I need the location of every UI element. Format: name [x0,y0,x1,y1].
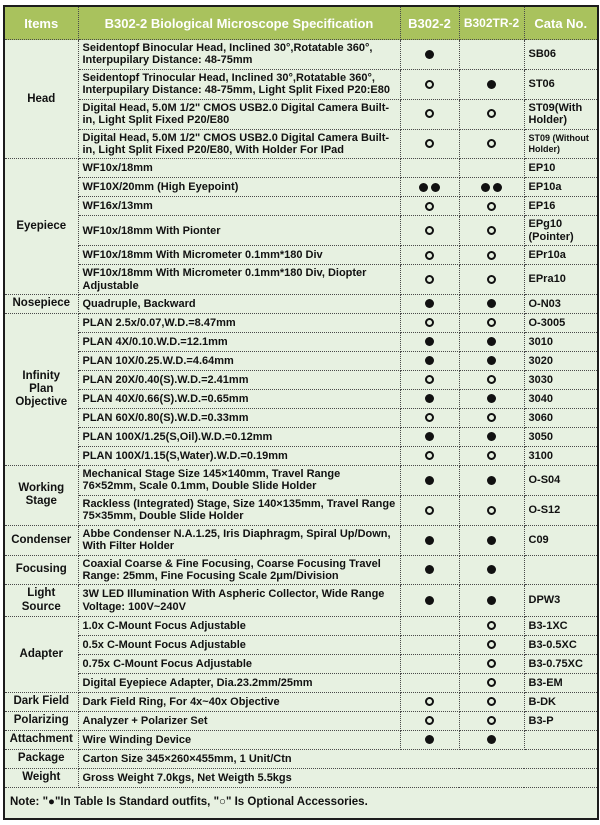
b302tr-availability-cell [459,265,524,295]
spec-row [4,40,598,70]
optional-dot-icon [425,202,434,211]
standard-dot-icon [493,183,502,192]
b302-availability-cell [400,197,459,216]
cata-no-cell: O-S12 [524,495,598,525]
standard-dot-icon [425,337,434,346]
cata-no-cell: 3100 [524,447,598,466]
spec-table-head [4,6,598,40]
spec-row [4,178,598,197]
spec-row [4,99,598,129]
optional-dot-icon [425,109,434,118]
cata-no-cell: 3020 [524,352,598,371]
spec-row [4,635,598,654]
group-label-weight: Weight [4,768,78,787]
spec-cell: PLAN 40X/0.66(S).W.D.=0.65mm [78,390,400,409]
group-label-polarizing: Polarizing [4,711,78,730]
b302tr-availability-cell [459,333,524,352]
standard-dot-icon [425,50,434,59]
header-row [4,6,598,40]
spec-cell: Gross Weight 7.0kgs, Net Weigth 5.5kgs [78,768,598,787]
standard-dot-icon [487,432,496,441]
cata-no-cell: 3050 [524,428,598,447]
cata-no-cell: 3010 [524,333,598,352]
b302tr-availability-cell [459,371,524,390]
b302tr-availability-cell [459,673,524,692]
b302tr-availability-cell [459,40,524,70]
optional-dot-icon [487,318,496,327]
cata-no-cell: B-DK [524,692,598,711]
spec-cell: 1.0x C-Mount Focus Adjustable [78,616,400,635]
spec-cell: 3W LED Illumination With Aspheric Collector, Wide Range Voltage: 100V~240V [78,585,400,616]
cata-no-cell [524,555,598,585]
b302tr-availability-cell [459,246,524,265]
spec-row [4,525,598,555]
b302-availability-cell [400,159,459,178]
cata-no-cell: 3040 [524,390,598,409]
b302-availability-cell [400,616,459,635]
b302-availability-cell [400,216,459,246]
spec-cell: PLAN 4X/0.10.W.D.=12.1mm [78,333,400,352]
spec-row [4,673,598,692]
spec-row [4,749,598,768]
spec-cell: Dark Field Ring, For 4x~40x Objective [78,692,400,711]
spec-cell: 0.75x C-Mount Focus Adjustable [78,654,400,673]
spec-cell: Quadruple, Backward [78,295,400,314]
optional-dot-icon [425,451,434,460]
standard-dot-icon [425,565,434,574]
optional-dot-icon [487,251,496,260]
spec-cell: PLAN 60X/0.80(S).W.D.=0.33mm [78,409,400,428]
optional-dot-icon [425,139,434,148]
cata-no-cell: O-3005 [524,314,598,333]
cata-no-cell: EPr10a [524,246,598,265]
b302tr-availability-cell [459,314,524,333]
spec-row [4,314,598,333]
b302tr-availability-cell [459,447,524,466]
b302tr-availability-cell [459,295,524,314]
optional-dot-icon [425,80,434,89]
optional-dot-icon [487,413,496,422]
cata-no-cell: EP16 [524,197,598,216]
b302-availability-cell [400,129,459,159]
optional-dot-icon [487,697,496,706]
b302-availability-cell [400,314,459,333]
b302-availability-cell [400,265,459,295]
group-label-attachment: Attachment [4,730,78,749]
standard-dot-icon [419,183,428,192]
legend-note: Note: "●"In Table Is Standard outfits, "○" Is Optional Accessories. [4,787,598,819]
spec-row [4,495,598,525]
cata-no-cell: 3060 [524,409,598,428]
b302-availability-cell [400,525,459,555]
b302-availability-cell [400,466,459,496]
group-label-package: Package [4,749,78,768]
spec-row [4,428,598,447]
b302tr-availability-cell [459,495,524,525]
spec-cell: Analyzer + Polarizer Set [78,711,400,730]
spec-row [4,616,598,635]
standard-dot-icon [487,299,496,308]
spec-cell: Digital Head, 5.0M 1/2" CMOS USB2.0 Digital Camera Built-in, Light Split Fixed P20/E80 [78,99,400,129]
spec-row [4,159,598,178]
spec-cell: Abbe Condenser N.A.1.25, Iris Diaphragm, Spiral Up/Down, With Filter Holder [78,525,400,555]
b302-availability-cell [400,333,459,352]
standard-dot-icon [425,476,434,485]
cata-no-cell: ST09(With Holder) [524,99,598,129]
cata-no-cell: DPW3 [524,585,598,616]
b302tr-availability-cell [459,692,524,711]
spec-cell: PLAN 20X/0.40(S).W.D.=2.41mm [78,371,400,390]
spec-row [4,197,598,216]
note-row [4,787,598,819]
spec-cell: Mechanical Stage Size 145×140mm, Travel Range 76×52mm, Scale 0.1mm, Double Slide Holder [78,466,400,496]
cata-no-cell: O-S04 [524,466,598,496]
optional-dot-icon [425,226,434,235]
standard-dot-icon [425,735,434,744]
optional-dot-icon [425,318,434,327]
spec-cell: Wire Winding Device [78,730,400,749]
spec-cell: PLAN 100X/1.25(S,Oil).W.D.=0.12mm [78,428,400,447]
b302tr-availability-cell [459,69,524,99]
b302-availability-cell [400,99,459,129]
b302tr-availability-cell [459,466,524,496]
group-label-infinity-plan-objective: Infinity Plan Objective [4,314,78,466]
b302tr-availability-cell [459,616,524,635]
cata-no-cell: B3-P [524,711,598,730]
cata-no-cell: EPg10 (Pointer) [524,216,598,246]
spec-cell: Rackless (Integrated) Stage, Size 140×135mm, Travel Range 75×35mm, Double Slide Holder [78,495,400,525]
spec-cell: PLAN 2.5x/0.07,W.D.=8.47mm [78,314,400,333]
optional-dot-icon [487,375,496,384]
standard-dot-icon [431,183,440,192]
cata-no-cell [524,730,598,749]
spec-row [4,692,598,711]
b302tr-availability-cell [459,99,524,129]
standard-dot-icon [481,183,490,192]
b302tr-availability-cell [459,635,524,654]
spec-cell: Digital Head, 5.0M 1/2" CMOS USB2.0 Digital Camera Built-in, Light Split Fixed P20/E80, With Holder For IPad [78,129,400,159]
b302-availability-cell [400,654,459,673]
cata-no-cell: ST09 (Without Holder) [524,129,598,159]
b302tr-availability-cell [459,352,524,371]
spec-table [3,5,599,820]
col-header-cata: Cata No. [524,6,598,40]
optional-dot-icon [487,678,496,687]
optional-dot-icon [425,375,434,384]
cata-no-cell: EP10a [524,178,598,197]
spec-cell: Carton Size 345×260×455mm, 1 Unit/Ctn [78,749,598,768]
optional-dot-icon [425,413,434,422]
standard-dot-icon [487,356,496,365]
optional-dot-icon [487,640,496,649]
group-label-light-source: Light Source [4,585,78,616]
b302-availability-cell [400,555,459,585]
group-label-dark-field: Dark Field [4,692,78,711]
optional-dot-icon [487,451,496,460]
standard-dot-icon [425,536,434,545]
b302tr-availability-cell [459,654,524,673]
b302tr-availability-cell [459,390,524,409]
standard-dot-icon [425,394,434,403]
cata-no-cell: B3-1XC [524,616,598,635]
optional-dot-icon [487,716,496,725]
col-header-spec-title: B302-2 Biological Microscope Specification [78,6,400,40]
optional-dot-icon [425,716,434,725]
standard-dot-icon [487,596,496,605]
spec-row [4,371,598,390]
b302-availability-cell [400,635,459,654]
spec-row [4,409,598,428]
spec-cell: Seidentopf Binocular Head, Inclined 30°,Rotatable 360°, Interpupilary Distance: 48-75mm [78,40,400,70]
spec-row [4,352,598,371]
standard-dot-icon [487,476,496,485]
spec-cell: PLAN 10X/0.25.W.D.=4.64mm [78,352,400,371]
b302-availability-cell [400,730,459,749]
b302tr-availability-cell [459,159,524,178]
cata-no-cell: ST06 [524,69,598,99]
b302-availability-cell [400,585,459,616]
b302-availability-cell [400,390,459,409]
b302-availability-cell [400,295,459,314]
standard-dot-icon [425,432,434,441]
spec-row [4,390,598,409]
group-label-nosepiece: Nosepiece [4,295,78,314]
spec-row [4,768,598,787]
col-header-b302: B302-2 [400,6,459,40]
b302-availability-cell [400,352,459,371]
group-label-working-stage: Working Stage [4,466,78,526]
b302tr-availability-cell [459,585,524,616]
optional-dot-icon [487,202,496,211]
optional-dot-icon [487,139,496,148]
group-label-eyepiece: Eyepiece [4,159,78,295]
b302-availability-cell [400,246,459,265]
b302tr-availability-cell [459,525,524,555]
b302-availability-cell [400,711,459,730]
standard-dot-icon [487,565,496,574]
cata-no-cell: B3-0.5XC [524,635,598,654]
standard-dot-icon [425,356,434,365]
spec-cell: WF16x/13mm [78,197,400,216]
cata-no-cell: 3030 [524,371,598,390]
spec-cell: Seidentopf Trinocular Head, Inclined 30°,Rotatable 360°, Interpupilary Distance: 48-75mm, Light Split Fixed P20:E80 [78,69,400,99]
b302-availability-cell [400,447,459,466]
cata-no-cell: B3-0.75XC [524,654,598,673]
standard-dot-icon [487,337,496,346]
optional-dot-icon [425,506,434,515]
standard-dot-icon [487,735,496,744]
optional-dot-icon [487,659,496,668]
standard-dot-icon [487,536,496,545]
spec-cell: WF10x/18mm With Micrometer 0.1mm*180 Div, Diopter Adjustable [78,265,400,295]
b302tr-availability-cell [459,730,524,749]
optional-dot-icon [425,251,434,260]
optional-dot-icon [487,275,496,284]
group-label-condenser: Condenser [4,525,78,555]
spec-row [4,555,598,585]
b302tr-availability-cell [459,428,524,447]
spec-row [4,295,598,314]
spec-row [4,69,598,99]
optional-dot-icon [425,697,434,706]
spec-row [4,216,598,246]
spec-cell: WF10x/18mm [78,159,400,178]
optional-dot-icon [425,275,434,284]
b302-availability-cell [400,69,459,99]
group-label-head: Head [4,40,78,159]
spec-table-body [4,40,598,819]
cata-no-cell: C09 [524,525,598,555]
spec-row [4,246,598,265]
spec-cell: Digital Eyepiece Adapter, Dia.23.2mm/25mm [78,673,400,692]
col-header-items: Items [4,6,78,40]
spec-row [4,447,598,466]
b302-availability-cell [400,692,459,711]
group-label-adapter: Adapter [4,616,78,692]
spec-cell: WF10x/18mm With Micrometer 0.1mm*180 Div [78,246,400,265]
spec-row [4,730,598,749]
b302-availability-cell [400,428,459,447]
cata-no-cell: SB06 [524,40,598,70]
spec-cell: WF10X/20mm (High Eyepoint) [78,178,400,197]
b302tr-availability-cell [459,711,524,730]
spec-row [4,466,598,496]
spec-cell: WF10x/18mm With Pionter [78,216,400,246]
standard-dot-icon [425,299,434,308]
b302-availability-cell [400,495,459,525]
spec-cell: PLAN 100X/1.15(S,Water).W.D.=0.19mm [78,447,400,466]
b302tr-availability-cell [459,216,524,246]
spec-row [4,711,598,730]
cata-no-cell: EPra10 [524,265,598,295]
spec-row [4,333,598,352]
b302tr-availability-cell [459,197,524,216]
optional-dot-icon [487,109,496,118]
cata-no-cell: B3-EM [524,673,598,692]
cata-no-cell: EP10 [524,159,598,178]
standard-dot-icon [487,394,496,403]
group-label-focusing: Focusing [4,555,78,585]
spec-cell: Coaxial Coarse & Fine Focusing, Coarse Focusing Travel Range: 25mm, Fine Focusing Scale 2μm/Division [78,555,400,585]
b302-availability-cell [400,409,459,428]
spec-row [4,654,598,673]
spec-row [4,585,598,616]
b302-availability-cell [400,673,459,692]
standard-dot-icon [487,80,496,89]
spec-row [4,129,598,159]
optional-dot-icon [487,226,496,235]
b302tr-availability-cell [459,555,524,585]
spec-cell: 0.5x C-Mount Focus Adjustable [78,635,400,654]
optional-dot-icon [487,506,496,515]
b302-availability-cell [400,178,459,197]
standard-dot-icon [425,596,434,605]
spec-row [4,265,598,295]
b302tr-availability-cell [459,129,524,159]
cata-no-cell: O-N03 [524,295,598,314]
b302-availability-cell [400,371,459,390]
optional-dot-icon [487,621,496,630]
b302tr-availability-cell [459,178,524,197]
b302-availability-cell [400,40,459,70]
b302tr-availability-cell [459,409,524,428]
col-header-b302tr: B302TR-2 [459,6,524,40]
